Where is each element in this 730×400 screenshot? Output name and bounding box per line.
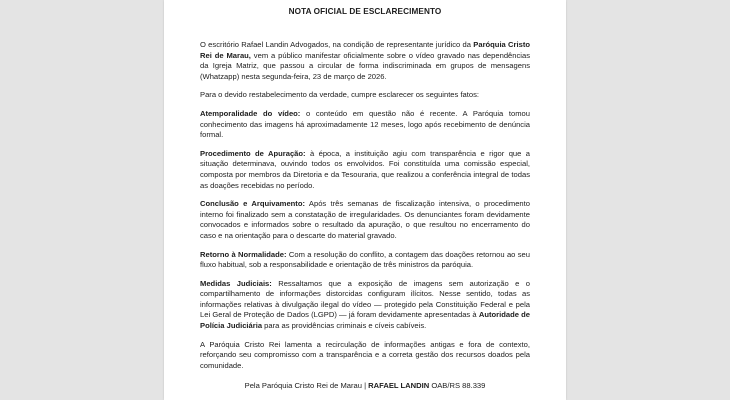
fact-paragraph-procedure <box>200 149 530 191</box>
legal-measures-authority: Autoridade de Polícia Judiciária <box>200 310 530 331</box>
document-title: NOTA OFICIAL DE ESCLARECIMENTO <box>288 7 442 16</box>
signature-name: RAFAEL LANDIN <box>368 381 430 390</box>
fact-heading: Procedimento de Apuração: <box>200 148 306 158</box>
signature-line <box>164 381 566 390</box>
lead-paragraph: Para o devido restabelecimento da verdade, cumpre esclarecer os seguintes fatos: <box>200 90 480 100</box>
fact-paragraph-normality <box>200 250 530 271</box>
fact-heading: Retorno à Normalidade: <box>200 249 287 259</box>
fact-heading: Conclusão e Arquivamento: <box>200 199 305 209</box>
closing-paragraph: A Paróquia Cristo Rei lamenta a recirculação de informações antigas e fora de contexto, reforçando seu compromisso com a transparência e a correta gestão dos recursos doados pela comunidade. <box>200 339 530 370</box>
legal-measures-text: Ressaltamos que a exposição de imagens sem autorização e o compartilhamento de informações distorcidas configuram ilícitos. Nesse sentido, todas as informações relativas à divulgação ilegal do vídeo — protegido pela Constituição Federal e pela Lei Geral de Proteção de Dados (LGPD) — já foram devidamente apresentadas à <box>200 278 530 320</box>
fact-paragraph-conclusion <box>200 199 530 241</box>
fact-text: à época, a instituição agiu com transparência e rigor que a situação determinava, ouvindo todos os envolvidos. Foi constituída uma comissão especial, composta por membros da Diretoria e da Tesouraria, que realizou a conferência integral de todas as doações recebidas no período. <box>200 148 530 190</box>
fact-text: o conteúdo em questão não é recente. A Paróquia tomou conhecimento das imagens há aproximadamente 12 meses, logo após recebimento de denúncia formal. <box>200 108 530 140</box>
fact-paragraph-timing <box>200 109 530 141</box>
intro-parish-name: Paróquia Cristo Rei de Marau, <box>200 40 530 60</box>
fact-text: Com a resolução do conflito, a contagem das doações retornou ao seu fluxo habitual, sob a responsabilidade e orientação de três ministros da paróquia. <box>200 249 530 270</box>
document-body <box>200 40 530 379</box>
document-page <box>164 0 566 400</box>
signature-suffix: OAB/RS 88.339 <box>429 381 486 390</box>
fact-heading: Atemporalidade do vídeo: <box>200 108 301 118</box>
signature-prefix: Pela Paróquia Cristo Rei de Marau | <box>244 381 369 390</box>
intro-paragraph <box>200 40 530 82</box>
legal-measures-heading: Medidas Judiciais: <box>200 278 272 288</box>
fact-text: Após três semanas de fiscalização intensiva, o procedimento interno foi finalizado sem a constatação de irregularidades. Os denunciantes foram devidamente convocados e informados sobre o resultado da apuração, o que resultou no encerramento do caso e na orientação para o descarte do material gravado. <box>200 199 530 240</box>
intro-text-2: vem a público manifestar oficialmente sobre o vídeo gravado nas dependências da Igreja Matriz, que passou a circular de forma indiscriminada em grupos de mensagens (Whatzapp) nesta segunda-feira, 23 de março de 2026. <box>200 50 530 81</box>
legal-measures-paragraph <box>200 279 530 332</box>
intro-text-1: O escritório Rafael Landin Advogados, na condição de representante jurídico da <box>200 40 474 49</box>
legal-measures-end: para as providências criminais e cíveis cabíveis. <box>262 321 427 331</box>
